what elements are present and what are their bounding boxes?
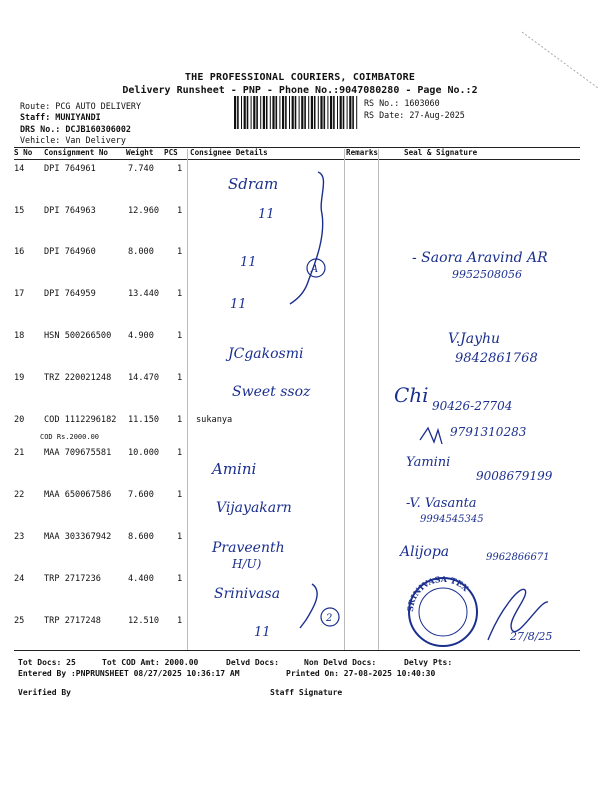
row-weight: 14.470 [128, 373, 160, 383]
row-sno: 24 [14, 574, 25, 584]
handwritten-name: Amini [212, 460, 257, 478]
signature-date: 27/8/25 [510, 630, 553, 643]
signature-text: Chi [394, 383, 429, 407]
footer-rule [14, 650, 580, 651]
phone-number: 9842861768 [455, 351, 538, 366]
table-row [14, 415, 580, 429]
row-weight: 7.600 [128, 490, 154, 500]
row-consignment: COD 1112296182 [44, 415, 117, 425]
row-consignment: HSN 500266500 [44, 331, 112, 341]
barcode-bar [289, 96, 290, 129]
ditto-mark: 11 [254, 625, 271, 640]
table-row [14, 532, 580, 546]
barcode-bar [282, 96, 284, 129]
row-weight: 13.440 [128, 289, 160, 299]
barcode-bar [301, 96, 303, 129]
row-pcs: 1 [177, 373, 183, 383]
barcode-bar [333, 96, 335, 129]
row-sno: 21 [14, 448, 25, 458]
barcode-bar [266, 96, 268, 129]
barcode-bar [327, 96, 328, 129]
vehicle-label: Vehicle: Van Delivery [20, 135, 126, 145]
row-pcs: 1 [177, 616, 183, 626]
handwritten-name: Vijayakarn [216, 500, 292, 516]
circled-mark-text: 2 [326, 613, 333, 624]
handwritten-name: Praveenth [212, 540, 285, 556]
row-sno: 25 [14, 616, 25, 626]
row-consignee: sukanya [196, 415, 233, 425]
barcode-bar [276, 96, 278, 129]
barcode-bar [337, 96, 338, 129]
barcode-bar [356, 96, 357, 129]
row-consignment: TRZ 220021248 [44, 373, 112, 383]
cod-amount-note: COD Rs.2000.00 [40, 433, 100, 441]
col-seal: Seal & Signature [404, 148, 478, 157]
stamp-text: SRINIVASA TEX [404, 573, 471, 613]
signature-scribble [488, 589, 548, 640]
barcode-bar [251, 96, 252, 129]
table-row [14, 490, 580, 504]
signature-text: V.Jayhu [448, 331, 501, 347]
barcode-bar [320, 96, 322, 129]
row-consignment: MAA 709675581 [44, 448, 112, 458]
ditto-mark: 11 [258, 207, 275, 222]
handwritten-name: Srinivasa [214, 586, 281, 602]
row-weight: 4.400 [128, 574, 154, 584]
barcode-bar [330, 96, 332, 129]
rs-number: RS No.: 1603060 [364, 98, 440, 108]
col-remarks: Remarks [346, 148, 379, 157]
total-cod: Tot COD Amt: 2000.00 [102, 658, 199, 667]
row-weight: 4.900 [128, 331, 154, 341]
row-weight: 8.600 [128, 532, 154, 542]
barcode-bar [256, 96, 258, 129]
col-pcs: PCS [164, 148, 178, 157]
row-pcs: 1 [177, 331, 183, 341]
staff-label: Staff: MUNIYANDI [20, 112, 101, 122]
barcode-bar [244, 96, 246, 129]
row-sno: 14 [14, 164, 25, 174]
row-weight: 12.510 [128, 616, 160, 626]
row-consignment: TRP 2717248 [44, 616, 101, 626]
row-consignment: MAA 650067586 [44, 490, 112, 500]
barcode-bar [347, 96, 348, 129]
delivered-docs: Delvd Docs: [226, 658, 279, 667]
row-pcs: 1 [177, 415, 183, 425]
row-consignment: DPI 764961 [44, 164, 96, 174]
signature-text: -V. Vasanta [406, 496, 477, 511]
phone-number: 9791310283 [450, 425, 527, 439]
handwritten-name: Sdram [228, 175, 279, 193]
row-sno: 19 [14, 373, 25, 383]
barcode-bar [234, 96, 236, 129]
handwritten-name: H/U) [232, 557, 262, 571]
col-weight: Weight [126, 148, 154, 157]
row-consignment: DPI 764963 [44, 206, 96, 216]
signature-text: - Saora Aravind AR [412, 250, 548, 266]
rs-date: RS Date: 27-Aug-2025 [364, 110, 465, 120]
row-weight: 7.740 [128, 164, 154, 174]
row-pcs: 1 [177, 532, 183, 542]
entered-by: Entered By :PNPRUNSHEET 08/27/2025 10:36:17 AM [18, 669, 240, 678]
row-sno: 15 [14, 206, 25, 216]
row-weight: 10.000 [128, 448, 160, 458]
signature-text: Yamini [406, 455, 451, 470]
phone-number: 9008679199 [476, 469, 553, 483]
barcode-bar [253, 96, 255, 129]
barcode-bar [314, 96, 316, 129]
row-pcs: 1 [177, 247, 183, 257]
row-consignment: DPI 764960 [44, 247, 96, 257]
drs-label: DRS No.: DCJB160306002 [20, 124, 131, 134]
barcode-bar [272, 96, 274, 129]
row-sno: 23 [14, 532, 25, 542]
table-header [14, 148, 580, 158]
row-sno: 20 [14, 415, 25, 425]
circled-mark-text: A [311, 264, 319, 275]
table-row [14, 331, 580, 345]
table-row [14, 206, 580, 220]
company-title: THE PROFESSIONAL COURIERS, COIMBATORE [184, 72, 416, 83]
barcode-bar [352, 96, 354, 129]
row-pcs: 1 [177, 490, 183, 500]
row-pcs: 1 [177, 164, 183, 174]
row-pcs: 1 [177, 574, 183, 584]
row-consignment: MAA 303367942 [44, 532, 112, 542]
table-row [14, 616, 580, 630]
barcode-bar [260, 96, 261, 129]
phone-number: 9994545345 [420, 514, 484, 525]
barcode-bar [308, 96, 309, 129]
row-sno: 18 [14, 331, 25, 341]
row-pcs: 1 [177, 289, 183, 299]
col-consignee: Consignee Details [190, 148, 268, 157]
row-weight: 11.150 [128, 415, 160, 425]
ditto-mark: 11 [230, 297, 247, 312]
staff-signature: Staff Signature [270, 688, 343, 697]
circled-mark [307, 259, 325, 277]
col-consignment: Consignment No [44, 148, 109, 157]
ditto-mark: 11 [240, 255, 257, 270]
barcode [233, 96, 359, 129]
row-weight: 8.000 [128, 247, 154, 257]
route-label: Route: PCG AUTO DELIVERY [20, 101, 142, 111]
signature-scribble [420, 428, 442, 444]
table-row [14, 373, 580, 387]
barcode-bar [237, 96, 239, 129]
table-row [14, 247, 580, 261]
printed-on: Printed On: 27-08-2025 10:40:30 [286, 669, 436, 678]
barcode-bar [299, 96, 300, 129]
verified-by: Verified By [18, 688, 71, 697]
ditto-brace [290, 172, 323, 304]
table-row [14, 164, 580, 178]
barcode-bar [318, 96, 319, 129]
barcode-bar [349, 96, 351, 129]
row-pcs: 1 [177, 448, 183, 458]
table-row [14, 574, 580, 588]
runsheet-subtitle: Delivery Runsheet - PNP - Phone No.:9047080280 - Page No.:2 [122, 85, 478, 96]
signature-text: Alijopa [400, 544, 450, 560]
barcode-bar [292, 96, 294, 129]
barcode-bar [241, 96, 242, 129]
barcode-bar [295, 96, 297, 129]
table-row [14, 289, 580, 303]
barcode-bar [324, 96, 326, 129]
phone-number: 9962866671 [486, 552, 550, 563]
phone-number: 90426-27704 [432, 399, 513, 413]
delivery-points: Delvy Pts: [404, 658, 453, 667]
table-row [14, 448, 580, 462]
non-delivered-docs: Non Delvd Docs: [304, 658, 377, 667]
barcode-bar [340, 96, 342, 129]
barcode-bar [311, 96, 313, 129]
row-sno: 22 [14, 490, 25, 500]
barcode-bar [285, 96, 287, 129]
row-consignment: TRP 2717236 [44, 574, 101, 584]
total-docs: Tot Docs: 25 [18, 658, 76, 667]
row-weight: 12.960 [128, 206, 160, 216]
barcode-bar [263, 96, 265, 129]
barcode-bar [247, 96, 249, 129]
col-sno: S No [14, 148, 33, 157]
row-consignment: DPI 764959 [44, 289, 96, 299]
row-sno: 16 [14, 247, 25, 257]
handwritten-name: JCgakosmi [228, 346, 304, 362]
barcode-bar [279, 96, 280, 129]
phone-number: 9952508056 [452, 268, 522, 281]
barcode-bar [343, 96, 345, 129]
barcode-bar [270, 96, 271, 129]
row-pcs: 1 [177, 206, 183, 216]
header-bottom-rule [14, 159, 580, 160]
barcode-bar [304, 96, 306, 129]
handwritten-name: Sweet ssoz [232, 384, 311, 400]
row-sno: 17 [14, 289, 25, 299]
